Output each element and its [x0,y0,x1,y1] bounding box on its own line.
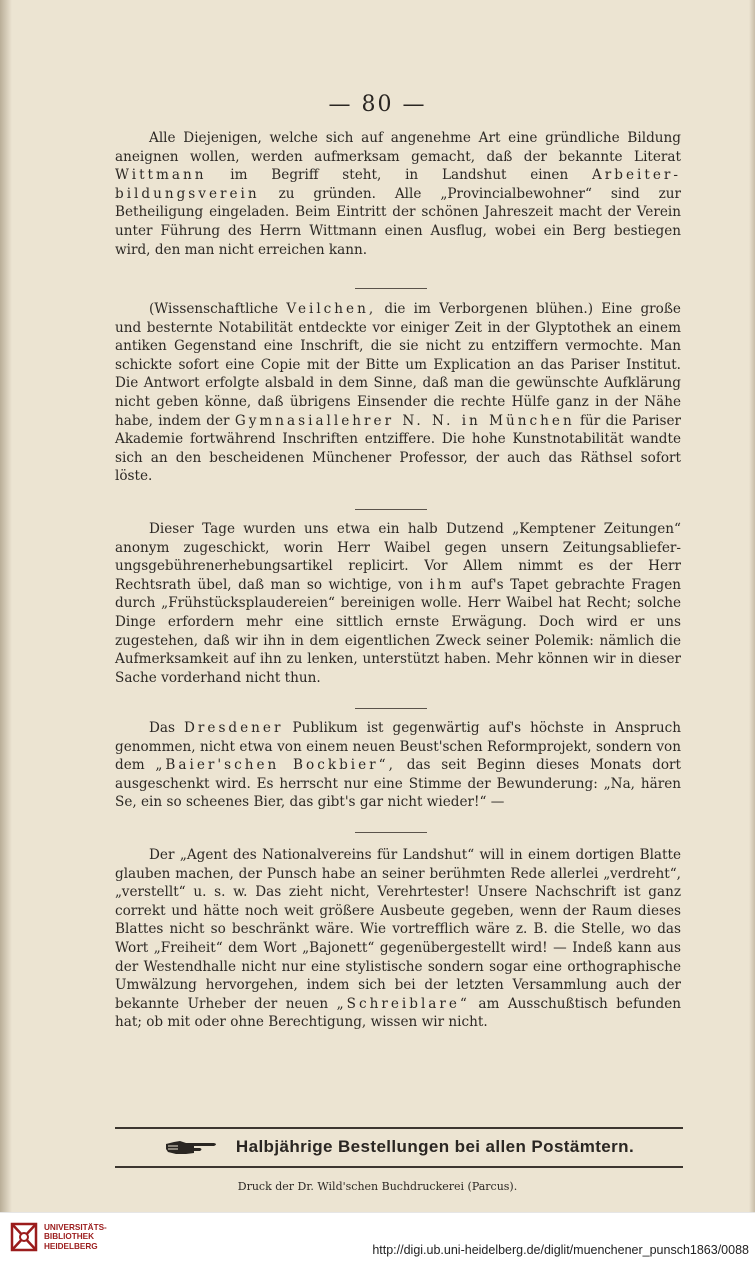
paragraph-bildungsverein [115,129,681,259]
p1-text-a: Alle Diejenigen, welche sich auf angenehme Art eine gründliche Bildung aneignen wollen, werden aufmerksam gemacht, daß der bekannte Literat [115,130,681,165]
p4-term-dresdener: Dresdener [184,720,284,736]
page-number: — 80 — [328,92,427,117]
source-url-link[interactable]: http://digi.ub.uni-heidelberg.de/diglit/muenchener_punsch1863/0088 [372,1243,749,1257]
p4-text-a: Das [149,720,175,736]
p4-term-bockbier: „Baier'schen Bockbier“, [155,757,396,774]
p2-term-gymnasiallehrer: Gymnasiallehrer N. N. in München [234,412,575,429]
section-divider [355,832,427,833]
p5-text-c: am Ausschußtisch befunden hat; ob mit oder ohne Berechtigung, wissen wir nicht. [115,995,681,1031]
p5-term-schreiblare: „Schreiblare“ [336,995,470,1012]
subscription-notice [115,1132,683,1162]
p2-text-c: die im Verborgenen blühen.) Eine große und besternte Notabilität entdeckte vor einiger Zeit in der Glyptothek an einem antiken Gegenstand eine Inschrift, die sie nicht zu entziffern vermochte. Man schickte sofort eine Copie mit der Bitte um Explication an das Pariser Institut. Die Antwort erfolgte alsbald in dem Sinne, daß man die gewünschte Aufklärung nicht geben könne, daß übrigens Einsender die rechte Hülfe ganz in der Nähe habe, indem der [115,301,681,429]
notice-top-rule [115,1127,683,1129]
p2-text-a: (Wissenschaftliche [149,301,279,317]
p3-term-ihm: ihm [429,576,465,593]
library-logo-text [44,1223,107,1252]
p3-text-a: Dieser Tage wurden uns etwa ein halb Dutzend „Kemptener Zeitungen“ anonym zugeschickt, worin Herr Waibel gegen unsern Zeitungsabliefer-ungsgebührenerhebungsartikel replicirt. Vor Allem nimmt es der Herr Rechtsrath übel, daß man so wichtige, von [115,521,681,593]
notice-text: Halbjährige Bestellungen bei allen Postämtern. [235,1137,635,1156]
section-divider [355,708,427,709]
logo-line-1: UNIVERSITÄTS- [44,1222,107,1232]
p1-name-wittmann: Wittmann [115,167,207,184]
logo-line-2: BIBLIOTHEK [44,1232,95,1242]
p5-text-a: Der „Agent des Nationalvereins für Landshut“ will in einem dortigen Blatte glauben machen, der Punsch habe an seiner berühmten Rede allerlei „verdreht“, „verstellt“ u. s. w. Das zieht nicht, Verehrtester! Unsere Nachschrift ist ganz correkt und hätte noch weit größere Ausbeute gegeben, wenn der Raum dieses Blattes nicht so beschränkt wäre. Wie vortrefflich wäre z. B. die Stelle, wo das Wort „Freiheit“ dem Wort „Bajonett“ gegenübergestellt wird! — Indeß kann aus der Westendhalle nicht nur eine stylistische sondern sogar eine orthographische Umwälzung hervorgehen, indem sich bei der letzten Versammlung auch der bekannte Urheber der neuen [115,847,681,1012]
p1-text-e: zu gründen. Alle „Provincialbewohner“ sind zur Betheiligung eingeladen. Beim Eintritt der schönen Jahreszeit macht der Verein unter Führung des Herrn Wittmann einen Ausflug, wobei ein Berg bestiegen wird, den man nicht erreichen kann. [115,185,681,258]
p3-text-c: auf's Tapet gebrachte Fragen durch „Frühstücksplaudereien“ bereinigen wolle. Herr Waibel hat Recht; solche Dinge erfordern mehr eine sittlich ernste Erwägung. Doch wird er uns zugestehen, daß wir ihn in dem eigentlichen Zweck seiner Polemik: nämlich die Aufmerksamkeit auf ihn zu lenken, unterstützt haben. Mehr können wir in dieser Sache vorderhand nicht thun. [115,576,682,686]
library-logo[interactable] [10,1222,107,1252]
notice-bottom-rule [115,1166,683,1168]
section-divider [355,288,427,289]
paragraph-veilchen [115,300,681,486]
p1-text-c: im Begriff steht, in Landshut einen [230,167,569,184]
paragraph-bockbier [115,719,681,812]
pointing-hand-icon [164,1137,220,1157]
p4-text-c: Publikum ist gegenwärtig auf's höchste in Anspruch genommen, nicht etwa von einem neuen Beust'schen Reformprojekt, sondern von dem [115,720,681,774]
p1-term-verein: Arbeiter-bildungsverein [115,167,681,202]
printer-imprint: Druck der Dr. Wild'schen Buchdruckerei (Parcus). [237,1180,518,1193]
library-logo-icon [10,1222,38,1252]
p4-text-e: das seit Beginn dieses Monats dort ausgeschenkt wird. Es herrscht nur eine Stimme der Bewunderung: „Na, hären Se, ein so scheenes Bier, das gibt's gar nicht wieder!“ — [115,757,681,811]
paragraph-kemptener [115,520,681,687]
paragraph-nationalverein [115,846,681,1032]
logo-line-3: HEIDELBERG [44,1241,98,1251]
p2-text-e: für die Pariser Akademie fortwährend Inschriften entziffere. Die hohe Kunstnotabilität wandte sich an den bescheidenen Münchener Professor, der auch das Räthsel sofort löste. [115,412,682,485]
section-divider [355,509,427,510]
p2-term-veilchen: Veilchen, [286,301,377,317]
